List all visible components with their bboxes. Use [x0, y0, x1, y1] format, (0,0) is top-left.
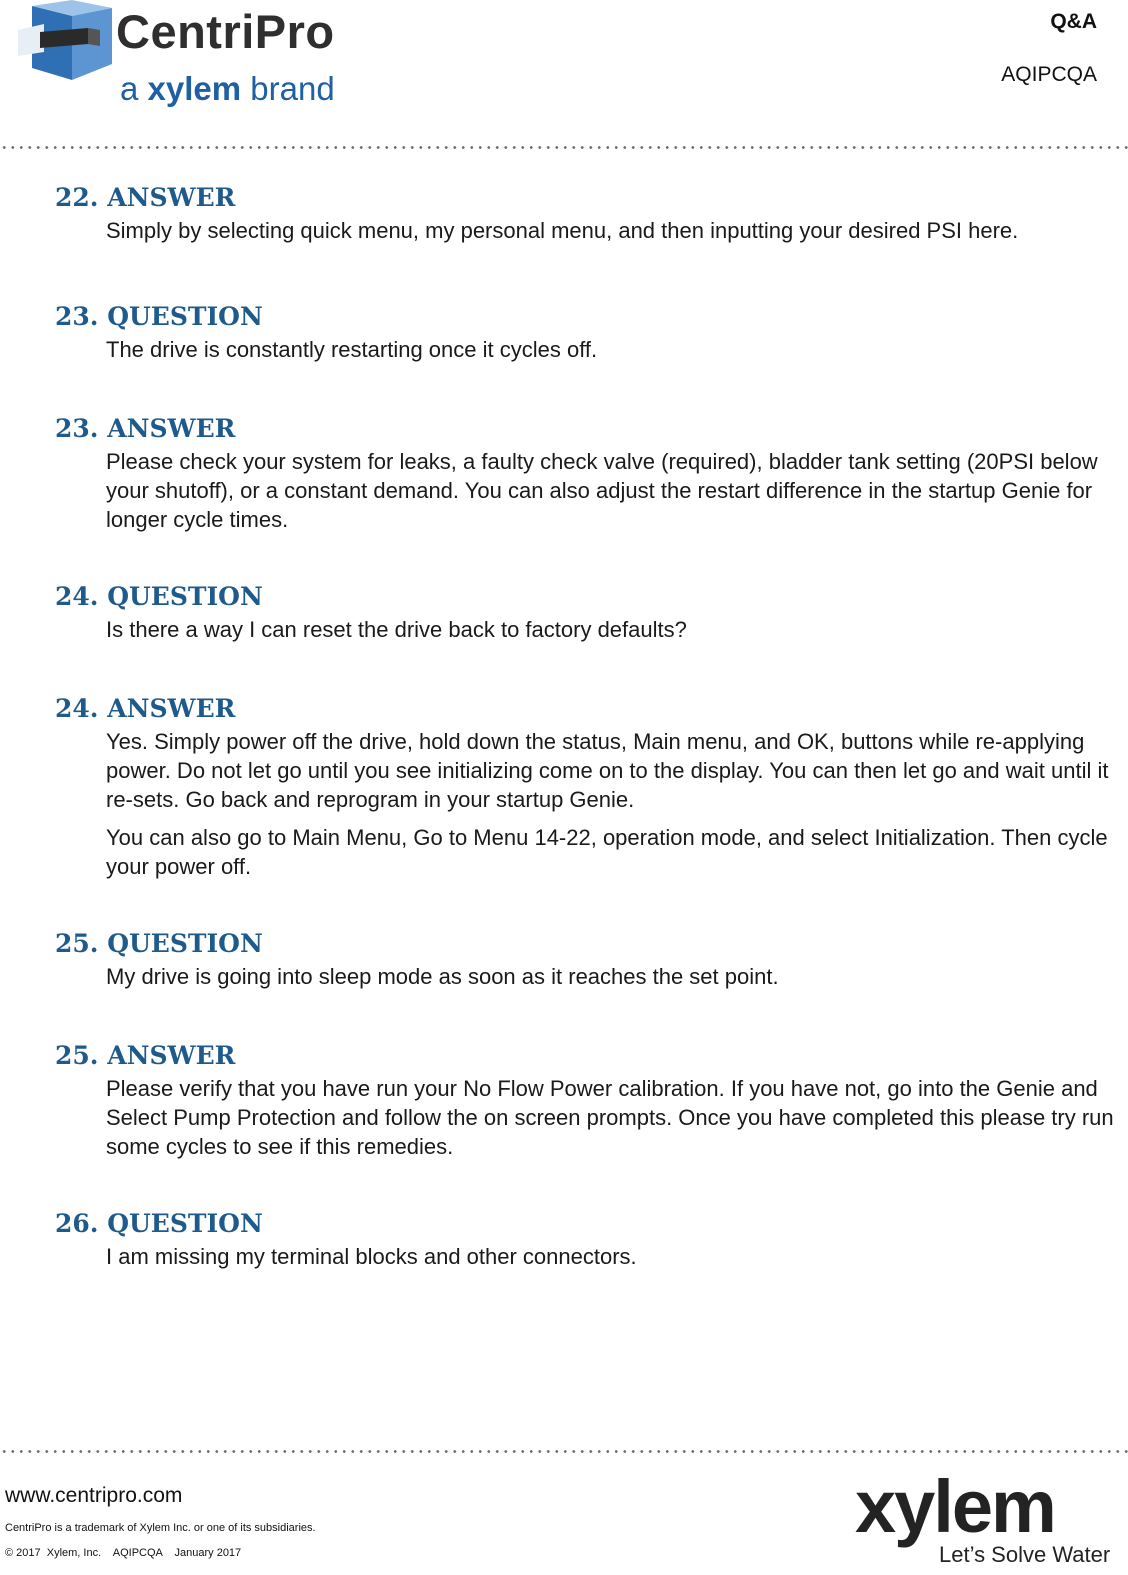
- section-text: Please check your system for leaks, a faulty check valve (required), bladder tank setting (20PSI below your shutoff), or a constant demand. You can also adjust the restart difference in the startup Genie for longer cycle times.: [106, 449, 1098, 532]
- section-text: The drive is constantly restarting once it cycles off.: [106, 337, 598, 362]
- xylem-logo: [855, 1465, 1123, 1570]
- section-heading: 23. ANSWER: [55, 414, 236, 443]
- qa-section: [0, 691, 1128, 881]
- qa-section: [0, 1206, 1128, 1271]
- footer-copyright: © 2017 Xylem, Inc. AQIPCQA January 2017: [5, 1547, 242, 1559]
- section-text: Yes. Simply power off the drive, hold down the status, Main menu, and OK, buttons while re-applying power. Do not let go until you see initializing come on to the display. You can then let go and wait until it re-sets. Go back and reprogram in your startup Genie.: [106, 729, 1109, 812]
- section-text: Is there a way I can reset the drive back to factory defaults?: [106, 617, 687, 642]
- section-text: You can also go to Main Menu, Go to Menu 14-22, operation mode, and select Initialization. Then cycle your power off.: [106, 825, 1108, 879]
- section-text: I am missing my terminal blocks and other connectors.: [106, 1244, 637, 1269]
- section-text: Simply by selecting quick menu, my personal menu, and then inputting your desired PSI here.: [106, 218, 1019, 243]
- footer-website-link[interactable]: www.centripro.com: [5, 1484, 183, 1507]
- xylem-slogan: Let’s Solve Water: [939, 1542, 1111, 1567]
- section-heading: 22. ANSWER: [55, 183, 236, 212]
- section-heading: 24. QUESTION: [55, 582, 263, 611]
- qa-section: [0, 180, 1128, 245]
- qa-section: [0, 579, 1128, 644]
- document-type: Q&A: [1050, 10, 1097, 33]
- brand-name: CentriPro: [116, 5, 335, 58]
- qa-section: [0, 1038, 1128, 1161]
- section-heading: 23. QUESTION: [55, 302, 263, 331]
- centripro-logo: [14, 0, 354, 112]
- bottom-divider: [0, 1450, 1128, 1453]
- xylem-wordmark: xylem: [855, 1465, 1055, 1548]
- qa-section: [0, 411, 1128, 534]
- qa-section: [0, 926, 1128, 991]
- section-heading: 26. QUESTION: [55, 1209, 263, 1238]
- qa-section: [0, 299, 1128, 364]
- section-heading: 25. QUESTION: [55, 929, 263, 958]
- qa-content: [0, 180, 1128, 1271]
- footer-trademark: CentriPro is a trademark of Xylem Inc. or one of its subsidiaries.: [5, 1522, 316, 1534]
- cube-logo-icon: [14, 0, 114, 82]
- page-header: [0, 0, 1128, 140]
- brand-tagline: a xylem brand: [120, 70, 335, 107]
- document-code: AQIPCQA: [1001, 63, 1097, 86]
- section-heading: 24. ANSWER: [55, 694, 236, 723]
- section-text: My drive is going into sleep mode as soon as it reaches the set point.: [106, 964, 779, 989]
- section-text: Please verify that you have run your No Flow Power calibration. If you have not, go into the Genie and Select Pump Protection and follow the on screen prompts. Once you have completed this please try run some cycles to see if this remedies.: [106, 1076, 1114, 1159]
- section-heading: 25. ANSWER: [55, 1041, 236, 1070]
- top-divider: [0, 146, 1128, 149]
